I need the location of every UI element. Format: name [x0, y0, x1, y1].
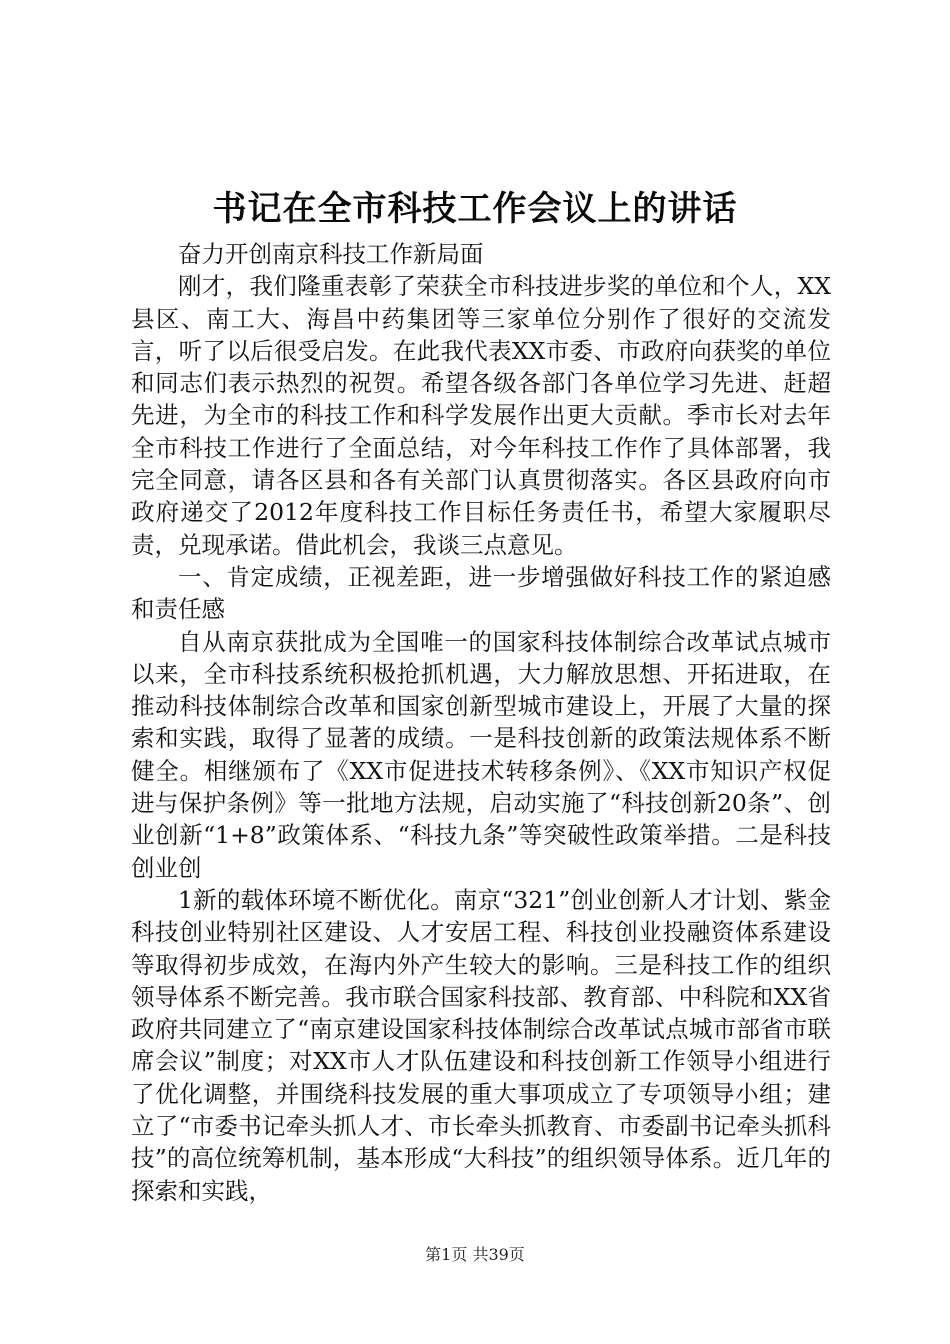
body-paragraph: 刚才，我们隆重表彰了荣获全市科技进步奖的单位和个人，XX县区、南工大、海昌中药集团等三家单位分别作了很好的交流发言，听了以后很受启发。在此我代表XX市委、市政府向获奖的单位和同志们表示热烈的祝贺。希望各级各部门各单位学习先进、赶超先进，为全市的科技工作和科学发展作出更大贡献。季市长对去年全市科技工作进行了全面总结，对今年科技工作作了具体部署，我完全同意，请各区县和各有关部门认真贯彻落实。各区县政府向市政府递交了2012年度科技工作目标任务责任书，希望大家履职尽责，兑现承诺。借此机会，我谈三点意见。 [131, 272, 831, 559]
document-title: 书记在全市科技工作会议上的讲话 [212, 189, 738, 229]
page-number: 第1页 共39页 [425, 1245, 525, 1264]
section-heading: 一、肯定成绩，正视差距，进一步增强做好科技工作的紧迫感和责任感 [131, 562, 831, 624]
body-paragraph: 自从南京获批成为全国唯一的国家科技体制综合改革试点城市以来，全市科技系统积极抢抓机遇，大力解放思想、开拓进取，在推动科技体制综合改革和国家创新型城市建设上，开展了大量的探索和实践，取得了显著的成绩。一是科技创新的政策法规体系不断健全。相继颁布了《XX市促进技术转移条例》、《XX市知识产权促进与保护条例》等一批地方法规，启动实施了“科技创新20条”、创业创新“1+8”政策体系、“科技九条”等突破性政策举措。二是科技创业创 [131, 627, 831, 882]
subtitle-paragraph: 奋力开创南京科技工作新局面 [178, 240, 484, 268]
body-paragraph: 1新的载体环境不断优化。南京“321”创业创新人才计划、紫金科技创业特别社区建设、人才安居工程、科技创业投融资体系建设等取得初步成效，在海内外产生较大的影响。三是科技工作的组织领导体系不断完善。我市联合国家科技部、教育部、中科院和XX省政府共同建立了“南京建设国家科技体制综合改革试点城市部省市联席会议”制度；对XX市人才队伍建设和科技创新工作领导小组进行了优化调整，并围绕科技发展的重大事项成立了专项领导小组；建立了“市委书记牵头抓人才、市长牵头抓教育、市委副书记牵头抓科技”的高位统筹机制，基本形成“大科技”的组织领导体系。近几年的探索和实践， [131, 885, 831, 1205]
document-body [131, 238, 831, 1207]
